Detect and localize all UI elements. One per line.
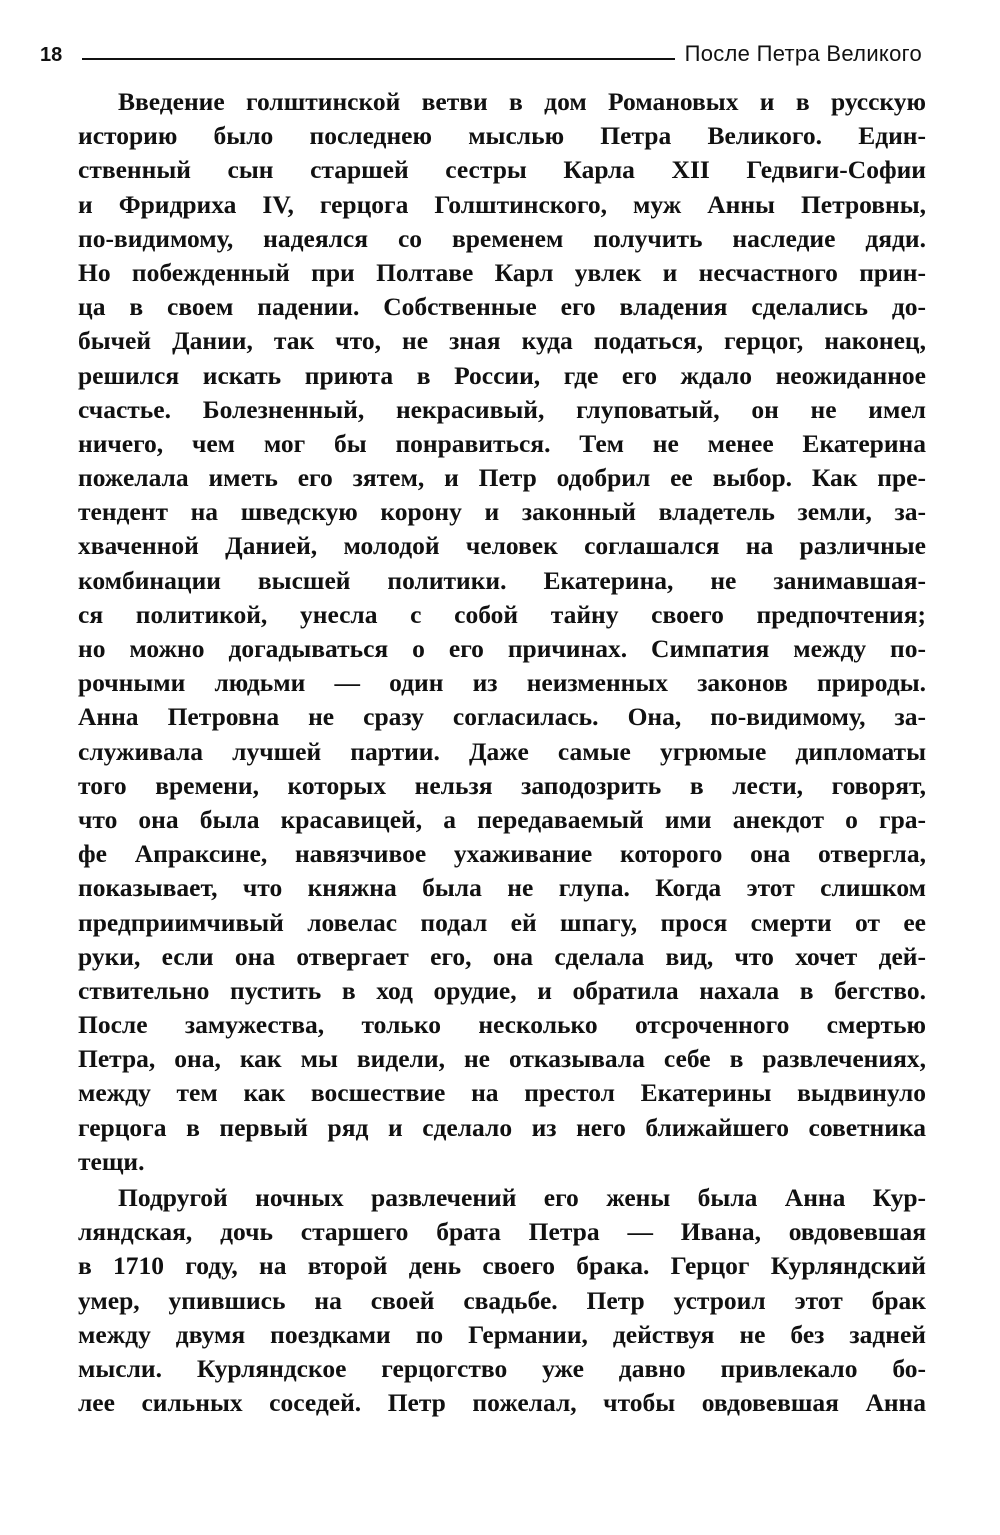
text-line: между двумя поездками по Германии, действуя не без задней — [78, 1319, 926, 1349]
text-line: комбинации высшей политики. Екатерина, не занимавшая- — [78, 565, 926, 595]
paragraph — [78, 85, 926, 1179]
text-line: и Фридриха IV, герцога Голштинского, муж Анны Петровны, — [78, 189, 926, 219]
header-rule — [82, 58, 675, 60]
text-line: ственный сын старшей сестры Карла XII Гедвиги-Софии — [78, 155, 926, 185]
text-line: руки, если она отвергает его, она сделала вид, что хочет дей- — [78, 941, 926, 971]
text-line: рочными людьми — один из неизменных законов природы. — [78, 668, 926, 698]
text-line: умер, упившись на своей свадьбе. Петр устроил этот брак — [78, 1285, 926, 1315]
text-line: ствительно пустить в ход орудие, и обратила нахала в бегство. — [78, 975, 926, 1005]
text-line: пожелала иметь его зятем, и Петр одобрил ее выбор. Как пре- — [78, 463, 926, 493]
body-text — [78, 85, 926, 1420]
paragraph — [78, 1181, 926, 1420]
text-line: тещи. — [78, 1146, 145, 1176]
text-line: предприимчивый ловелас подал ей шпагу, прося смерти от ее — [78, 907, 926, 937]
text-line: После замужества, только несколько отсроченного смертью — [78, 1010, 926, 1040]
text-line: лее сильных соседей. Петр пожелал, чтобы овдовевшая Анна — [78, 1388, 926, 1418]
text-line: ляндская, дочь старшего брата Петра — Ивана, овдовевшая — [78, 1217, 926, 1247]
text-line: счастье. Болезненный, некрасивый, глуповатый, он не имел — [78, 394, 926, 424]
running-title: После Петра Великого — [684, 41, 922, 66]
text-line: но можно догадываться о его причинах. Симпатия между по- — [78, 634, 926, 663]
text-line: мысли. Курляндское герцогство уже давно привлекало бо- — [78, 1353, 926, 1383]
text-line: Петра, она, как мы видели, не отказывала себе в развлечениях, — [78, 1044, 926, 1074]
text-line: в 1710 году, на второй день своего брака. Герцог Курляндский — [78, 1251, 926, 1281]
page-number: 18 — [40, 44, 63, 66]
text-line: герцога в первый ряд и сделало из него ближайшего советника — [78, 1112, 926, 1142]
text-line: ца в своем падении. Собственные его владения сделались до- — [78, 292, 926, 322]
text-line: Но побежденный при Полтаве Карл увлек и несчастного прин- — [78, 257, 926, 287]
text-line: показывает, что княжна была не глупа. Когда этот слишком — [78, 873, 926, 903]
text-line: хваченной Данией, молодой человек соглашался на различные — [78, 531, 926, 561]
text-line: тендент на шведскую корону и законный владетель земли, за- — [78, 497, 926, 527]
text-line: Введение голштинской ветви в дом Романовых и в русскую — [118, 87, 926, 116]
text-line: по-видимому, надеялся со временем получить наследие дяди. — [78, 223, 926, 253]
text-line: решился искать приюта в России, где его ждало неожиданное — [78, 360, 926, 390]
page-header — [40, 36, 922, 66]
text-line: ся политикой, унесла с собой тайну своего предпочтения; — [78, 599, 926, 629]
text-line: историю было последнею мыслью Петра Великого. Един- — [78, 121, 926, 151]
text-line: того времени, которых нельзя заподозрить в лести, говорят, — [78, 770, 926, 800]
text-line: Анна Петровна не сразу согласилась. Она, по-видимому, за- — [78, 702, 926, 732]
text-line: между тем как восшествие на престол Екатерины выдвинуло — [78, 1078, 926, 1108]
text-line: служивала лучшей партии. Даже самые угрюмые дипломаты — [78, 736, 926, 766]
text-line: ничего, чем мог бы понравиться. Тем не менее Екатерина — [78, 428, 926, 458]
text-line: что она была красавицей, а передаваемый ими анекдот о гра- — [78, 804, 926, 834]
text-line: бычей Дании, так что, не зная куда податься, герцог, наконец, — [78, 326, 926, 356]
text-line: Подругой ночных развлечений его жены была Анна Кур- — [118, 1183, 926, 1212]
text-line: фе Апраксине, навязчивое ухаживание которого она отвергла, — [78, 839, 926, 869]
